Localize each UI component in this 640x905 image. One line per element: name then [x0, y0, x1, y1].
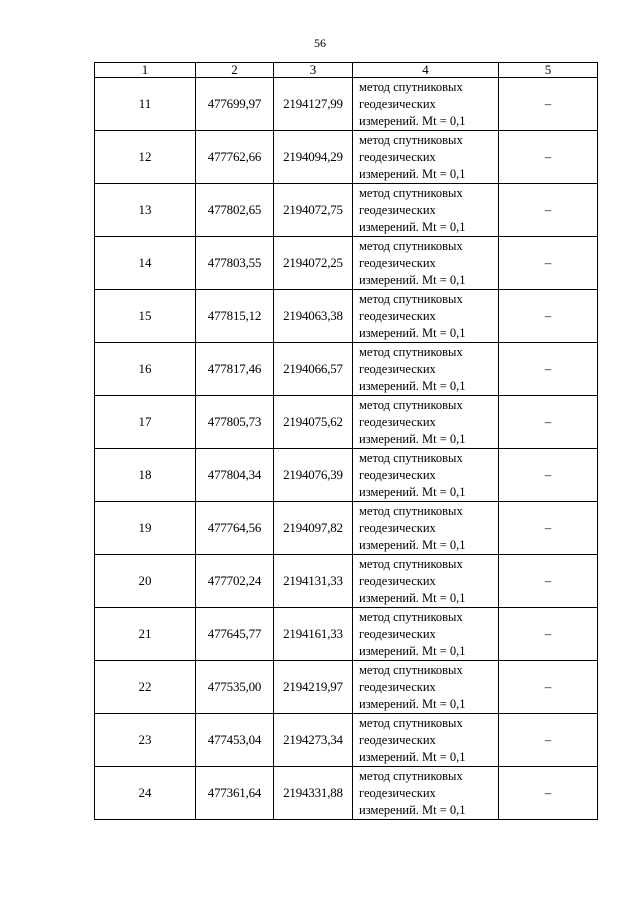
note-cell: – [499, 714, 598, 767]
note-cell: – [499, 661, 598, 714]
point-number-cell: 11 [95, 78, 196, 131]
note-cell: – [499, 608, 598, 661]
method-description-cell [353, 714, 499, 767]
table-row [95, 449, 598, 502]
method-description-cell [353, 661, 499, 714]
table-row [95, 608, 598, 661]
method-description-line: метод спутниковых [359, 185, 463, 200]
method-description-line: измерений. Mt = 0,1 [359, 590, 466, 605]
method-description-cell [353, 396, 499, 449]
coordinate-y-cell: 2194331,88 [274, 767, 353, 820]
table-header-row [95, 63, 598, 78]
method-description-cell [353, 608, 499, 661]
column-header-3: 3 [274, 63, 353, 78]
method-description-line: метод спутниковых [359, 344, 463, 359]
method-description-line: метод спутниковых [359, 238, 463, 253]
method-description-line: геодезических [359, 732, 436, 747]
method-description-line: геодезических [359, 520, 436, 535]
coordinate-x-cell: 477815,12 [196, 290, 274, 343]
note-cell: – [499, 343, 598, 396]
coordinate-x-cell: 477702,24 [196, 555, 274, 608]
table-body [95, 78, 598, 820]
note-cell: – [499, 131, 598, 184]
method-description-line: измерений. Mt = 0,1 [359, 537, 466, 552]
method-description-line: метод спутниковых [359, 132, 463, 147]
coordinate-y-cell: 2194063,38 [274, 290, 353, 343]
note-cell: – [499, 78, 598, 131]
method-description-line: измерений. Mt = 0,1 [359, 484, 466, 499]
method-description-line: метод спутниковых [359, 291, 463, 306]
table-row [95, 78, 598, 131]
table-row [95, 396, 598, 449]
method-description-line: геодезических [359, 96, 436, 111]
coordinate-y-cell: 2194072,75 [274, 184, 353, 237]
point-number-cell: 13 [95, 184, 196, 237]
coordinate-y-cell: 2194131,33 [274, 555, 353, 608]
coordinate-x-cell: 477803,55 [196, 237, 274, 290]
method-description-line: геодезических [359, 785, 436, 800]
method-description-line: метод спутниковых [359, 715, 463, 730]
table-row [95, 767, 598, 820]
coordinate-y-cell: 2194072,25 [274, 237, 353, 290]
method-description-cell [353, 555, 499, 608]
coordinate-x-cell: 477453,04 [196, 714, 274, 767]
method-description-line: измерений. Mt = 0,1 [359, 643, 466, 658]
point-number-cell: 15 [95, 290, 196, 343]
method-description-line: измерений. Mt = 0,1 [359, 749, 466, 764]
coordinate-x-cell: 477802,65 [196, 184, 274, 237]
point-number-cell: 12 [95, 131, 196, 184]
table-row [95, 290, 598, 343]
method-description-line: измерений. Mt = 0,1 [359, 272, 466, 287]
method-description-cell [353, 131, 499, 184]
method-description-cell [353, 290, 499, 343]
column-header-5: 5 [499, 63, 598, 78]
note-cell: – [499, 502, 598, 555]
method-description-cell [353, 767, 499, 820]
coordinates-table [94, 62, 598, 820]
table-row [95, 555, 598, 608]
coordinate-y-cell: 2194075,62 [274, 396, 353, 449]
method-description-cell [353, 78, 499, 131]
method-description-line: геодезических [359, 308, 436, 323]
method-description-line: геодезических [359, 361, 436, 376]
coordinate-x-cell: 477535,00 [196, 661, 274, 714]
method-description-cell [353, 184, 499, 237]
method-description-line: измерений. Mt = 0,1 [359, 378, 466, 393]
coordinate-x-cell: 477762,66 [196, 131, 274, 184]
note-cell: – [499, 184, 598, 237]
note-cell: – [499, 449, 598, 502]
table-row [95, 184, 598, 237]
method-description-line: геодезических [359, 149, 436, 164]
method-description-line: геодезических [359, 467, 436, 482]
coordinate-x-cell: 477361,64 [196, 767, 274, 820]
point-number-cell: 17 [95, 396, 196, 449]
method-description-cell [353, 237, 499, 290]
point-number-cell: 21 [95, 608, 196, 661]
coordinate-y-cell: 2194273,34 [274, 714, 353, 767]
point-number-cell: 24 [95, 767, 196, 820]
method-description-line: геодезических [359, 679, 436, 694]
page-number: 56 [314, 36, 326, 50]
method-description-line: метод спутниковых [359, 662, 463, 677]
table-row [95, 714, 598, 767]
method-description-line: измерений. Mt = 0,1 [359, 113, 466, 128]
table-row [95, 237, 598, 290]
coordinate-y-cell: 2194076,39 [274, 449, 353, 502]
method-description-line: измерений. Mt = 0,1 [359, 431, 466, 446]
method-description-line: метод спутниковых [359, 556, 463, 571]
method-description-line: измерений. Mt = 0,1 [359, 802, 466, 817]
coordinate-y-cell: 2194161,33 [274, 608, 353, 661]
method-description-line: геодезических [359, 573, 436, 588]
method-description-line: измерений. Mt = 0,1 [359, 166, 466, 181]
note-cell: – [499, 555, 598, 608]
coordinate-y-cell: 2194127,99 [274, 78, 353, 131]
table-row [95, 131, 598, 184]
method-description-line: измерений. Mt = 0,1 [359, 325, 466, 340]
coordinate-x-cell: 477817,46 [196, 343, 274, 396]
column-header-4: 4 [353, 63, 499, 78]
table-row [95, 502, 598, 555]
point-number-cell: 16 [95, 343, 196, 396]
note-cell: – [499, 290, 598, 343]
coordinate-x-cell: 477804,34 [196, 449, 274, 502]
coordinate-x-cell: 477645,77 [196, 608, 274, 661]
column-header-2: 2 [196, 63, 274, 78]
method-description-line: метод спутниковых [359, 609, 463, 624]
method-description-cell [353, 502, 499, 555]
coordinate-x-cell: 477805,73 [196, 396, 274, 449]
method-description-line: метод спутниковых [359, 768, 463, 783]
method-description-line: геодезических [359, 255, 436, 270]
coordinate-x-cell: 477764,56 [196, 502, 274, 555]
coordinate-x-cell: 477699,97 [196, 78, 274, 131]
coordinate-y-cell: 2194219,97 [274, 661, 353, 714]
method-description-line: метод спутниковых [359, 397, 463, 412]
note-cell: – [499, 237, 598, 290]
method-description-line: геодезических [359, 202, 436, 217]
note-cell: – [499, 396, 598, 449]
point-number-cell: 20 [95, 555, 196, 608]
method-description-line: измерений. Mt = 0,1 [359, 696, 466, 711]
coordinate-y-cell: 2194066,57 [274, 343, 353, 396]
coordinate-y-cell: 2194097,82 [274, 502, 353, 555]
method-description-line: метод спутниковых [359, 79, 463, 94]
method-description-cell [353, 449, 499, 502]
coordinate-y-cell: 2194094,29 [274, 131, 353, 184]
point-number-cell: 14 [95, 237, 196, 290]
method-description-line: метод спутниковых [359, 503, 463, 518]
method-description-line: геодезических [359, 414, 436, 429]
table-row [95, 343, 598, 396]
column-header-1: 1 [95, 63, 196, 78]
method-description-cell [353, 343, 499, 396]
note-cell: – [499, 767, 598, 820]
point-number-cell: 23 [95, 714, 196, 767]
method-description-line: геодезических [359, 626, 436, 641]
point-number-cell: 19 [95, 502, 196, 555]
method-description-line: метод спутниковых [359, 450, 463, 465]
method-description-line: измерений. Mt = 0,1 [359, 219, 466, 234]
point-number-cell: 22 [95, 661, 196, 714]
point-number-cell: 18 [95, 449, 196, 502]
table-row [95, 661, 598, 714]
